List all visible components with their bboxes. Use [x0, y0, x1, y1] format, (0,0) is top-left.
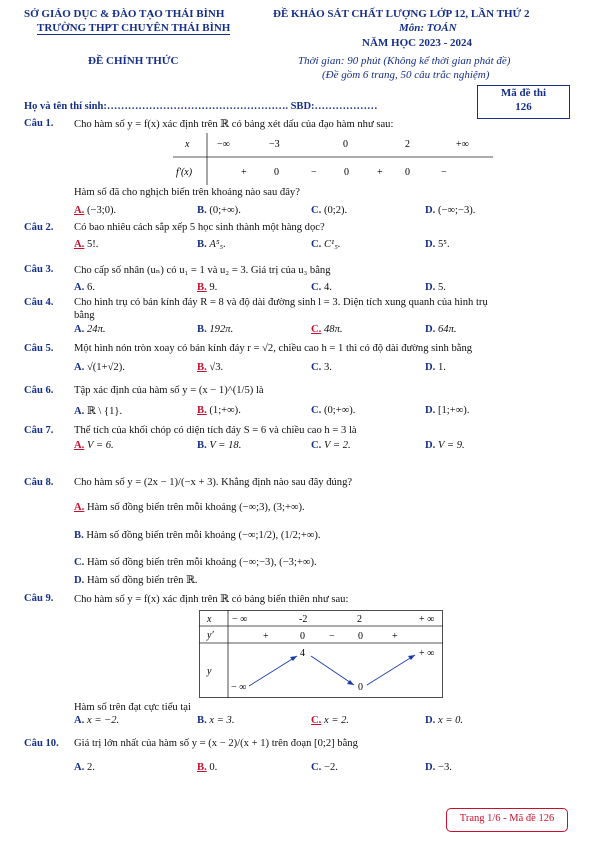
question-6-option-c[interactable]: C. (0;+∞). [311, 405, 356, 416]
exam-code-value: 126 [515, 101, 532, 113]
question-8-option-a[interactable]: A. Hàm số đồng biến trên mỗi khoảng (−∞;3), (3;+∞). [74, 502, 305, 513]
question-4-number: Câu 4. [24, 297, 54, 308]
variation-table-x-3: + ∞ [419, 614, 435, 625]
official-label: ĐỀ CHÍNH THỨC [88, 55, 179, 67]
sign-table-x-4: +∞ [456, 139, 469, 150]
question-3-number: Câu 3. [24, 264, 54, 275]
question-10-option-b[interactable]: B. 0. [197, 762, 218, 773]
variation-table-y-0: − ∞ [231, 682, 247, 693]
question-5-option-b[interactable]: B. √3. [197, 362, 224, 373]
question-3-option-a[interactable]: A. 6. [74, 282, 95, 293]
subject: Môn: TOÁN [399, 22, 457, 34]
question-7-stem: Thể tích của khối chóp có diện tích đáy S = 6 và chiều cao h = 3 là [74, 425, 357, 436]
variation-table-yp-label: y′ [207, 630, 214, 641]
sign-table-x-1: −3 [269, 139, 280, 150]
question-2-option-a[interactable]: A. 5!. [74, 239, 99, 250]
variation-arrow-up-1 [249, 656, 297, 686]
sign-table-sign-2: − [311, 167, 317, 178]
variation-table-x-0: − ∞ [232, 614, 248, 625]
question-9-option-d[interactable]: D. x = 0. [425, 715, 464, 726]
question-1-option-b[interactable]: B. (0;+∞). [197, 205, 241, 216]
variation-table-x-1: -2 [299, 614, 308, 625]
variation-table-y-2: 0 [358, 682, 363, 693]
variation-table-sign-2: − [329, 631, 335, 642]
sign-table-sign-0: + [241, 167, 247, 178]
question-10-stem: Giá trị lớn nhất của hàm số y = (x − 2)/(x + 1) trên đoạn [0;2] bằng [74, 738, 358, 749]
variation-table-y-1: 4 [300, 648, 305, 659]
sign-table-x-label: x [185, 139, 190, 150]
question-7-number: Câu 7. [24, 425, 54, 436]
question-9-prompt: Hàm số trên đạt cực tiểu tại [74, 702, 191, 713]
page-footer-text: Trang 1/6 - Mã đề 126 [459, 813, 555, 824]
exam-time: Thời gian: 90 phút (Không kể thời gian phát đề) [298, 55, 511, 67]
question-1-option-c[interactable]: C. (0;2). [311, 205, 348, 216]
question-7-option-a[interactable]: A. V = 6. [74, 440, 114, 451]
question-2-option-d[interactable]: D. 5⁵. [425, 239, 450, 250]
question-2-number: Câu 2. [24, 222, 54, 233]
question-4-option-b[interactable]: B. 192π. [197, 324, 234, 335]
question-8-stem: Cho hàm số y = (2x − 1)/(−x + 3). Khẳng định nào sau đây đúng? [74, 477, 353, 488]
variation-arrow-up-2 [367, 655, 415, 685]
question-2-option-b[interactable]: B. A⁵₅. [197, 239, 226, 250]
question-3-option-b[interactable]: B. 9. [197, 282, 218, 293]
sign-table-sign-3: 0 [344, 167, 349, 178]
question-2-stem: Có bao nhiêu cách sắp xếp 5 học sinh thành một hàng dọc? [74, 222, 325, 233]
question-7-option-c[interactable]: C. V = 2. [311, 440, 351, 451]
question-9-stem: Cho hàm số y = f(x) xác định trên ℝ có bảng biến thiên như sau: [74, 594, 349, 605]
question-6-option-b[interactable]: B. (1;+∞). [197, 405, 241, 416]
question-4-stem-cont: bằng [74, 310, 95, 321]
question-1-stem: Cho hàm số y = f(x) xác định trên ℝ có bảng xét dấu của đạo hàm như sau: [74, 119, 394, 130]
question-7-option-b[interactable]: B. V = 18. [197, 440, 242, 451]
question-5-option-d[interactable]: D. 1. [425, 362, 446, 373]
question-4-option-d[interactable]: D. 64π. [425, 324, 457, 335]
variation-table-y-3: + ∞ [419, 648, 435, 659]
question-5-option-c[interactable]: C. 3. [311, 362, 332, 373]
variation-arrow-up-2-head [408, 655, 415, 660]
sign-table-fp-label: f′(x) [176, 167, 193, 178]
school-name-text: TRƯỜNG THPT CHUYÊN THÁI BÌNH [37, 22, 231, 34]
question-10-option-c[interactable]: C. −2. [311, 762, 338, 773]
school-name [37, 22, 230, 35]
sign-table-sign-6: − [441, 167, 447, 178]
question-9-option-a[interactable]: A. x = −2. [74, 715, 120, 726]
variation-arrow-down [311, 656, 354, 685]
variation-table-sign-3: 0 [358, 631, 363, 642]
department-name: SỞ GIÁO DỤC & ĐÀO TẠO THÁI BÌNH [24, 8, 225, 20]
question-6-number: Câu 6. [24, 385, 54, 396]
question-10-option-a[interactable]: A. 2. [74, 762, 95, 773]
sign-table-sign-4: + [377, 167, 383, 178]
question-10-number: Câu 10. [24, 738, 59, 749]
question-4-stem: Cho hình trụ có bán kính đáy R = 8 và độ dài đường sinh l = 3. Diện tích xung quanh của hình trụ [74, 297, 488, 308]
question-1-number: Câu 1. [24, 118, 54, 129]
sign-table-x-3: 2 [405, 139, 410, 150]
question-3-option-d[interactable]: D. 5. [425, 282, 446, 293]
question-1-prompt: Hàm số đã cho nghịch biến trên khoảng nào sau đây? [74, 187, 300, 198]
question-3-option-c[interactable]: C. 4. [311, 282, 332, 293]
question-8-option-c[interactable]: C. Hàm số đồng biến trên mỗi khoảng (−∞;−3), (−3;+∞). [74, 557, 317, 568]
sign-table [173, 133, 493, 185]
sign-table-x-2: 0 [343, 139, 348, 150]
question-9-option-b[interactable]: B. x = 3. [197, 715, 235, 726]
variation-table-sign-4: + [392, 631, 398, 642]
question-8-number: Câu 8. [24, 477, 54, 488]
page-count: (Đề gồm 6 trang, 50 câu trắc nghiệm) [322, 69, 490, 81]
question-7-option-d[interactable]: D. V = 9. [425, 440, 465, 451]
student-info-line: Họ và tên thí sinh:……………………………………………. SBD:……………… [24, 101, 378, 112]
variation-table-sign-1: 0 [300, 631, 305, 642]
variation-table-y-label: y [207, 666, 212, 677]
variation-arrow-up-1-head [290, 656, 297, 661]
question-1-option-a[interactable]: A. (−3;0). [74, 205, 117, 216]
exam-code-label: Mã đề thi [500, 87, 547, 99]
question-4-option-a[interactable]: A. 24π. [74, 324, 106, 335]
question-4-option-c[interactable]: C. 48π. [311, 324, 343, 335]
question-6-stem: Tập xác định của hàm số y = (x − 1)^(1/5) là [74, 385, 264, 396]
sign-table-sign-5: 0 [405, 167, 410, 178]
question-1-option-d[interactable]: D. (−∞;−3). [425, 205, 476, 216]
exam-title: ĐỀ KHẢO SÁT CHẤT LƯỢNG LỚP 12, LẦN THỨ 2 [273, 8, 530, 20]
variation-table-x-label: x [207, 614, 212, 625]
question-2-option-c[interactable]: C. C¹₅. [311, 239, 341, 250]
page-footer [446, 808, 568, 832]
question-5-stem: Một hình nón tròn xoay có bán kính đáy r = √2, chiều cao h = 1 thì có độ dài đường sinh bằng [74, 343, 473, 354]
variation-table [199, 610, 443, 698]
variation-table-sign-0: + [263, 631, 269, 642]
sign-table-sign-1: 0 [274, 167, 279, 178]
variation-table-x-2: 2 [357, 614, 362, 625]
question-8-option-b[interactable]: B. Hàm số đồng biến trên mỗi khoảng (−∞;1/2), (1/2;+∞). [74, 530, 321, 541]
exam-code-box [477, 85, 570, 119]
question-3-stem: Cho cấp số nhân (uₙ) có u₁ = 1 và u₂ = 3. Giá trị của u₃ bằng [74, 265, 331, 276]
question-9-number: Câu 9. [24, 593, 54, 604]
sign-table-x-0: −∞ [217, 139, 230, 150]
school-year: NĂM HỌC 2023 - 2024 [362, 37, 472, 49]
question-5-option-a[interactable]: A. √(1+√2). [74, 362, 125, 373]
question-8-option-d[interactable]: D. Hàm số đồng biến trên ℝ. [74, 575, 198, 586]
question-5-number: Câu 5. [24, 343, 54, 354]
question-6-option-a[interactable]: A. ℝ \ {1}. [74, 406, 123, 417]
question-10-option-d[interactable]: D. −3. [425, 762, 452, 773]
question-6-option-d[interactable]: D. [1;+∞). [425, 405, 470, 416]
question-9-option-c[interactable]: C. x = 2. [311, 715, 350, 726]
